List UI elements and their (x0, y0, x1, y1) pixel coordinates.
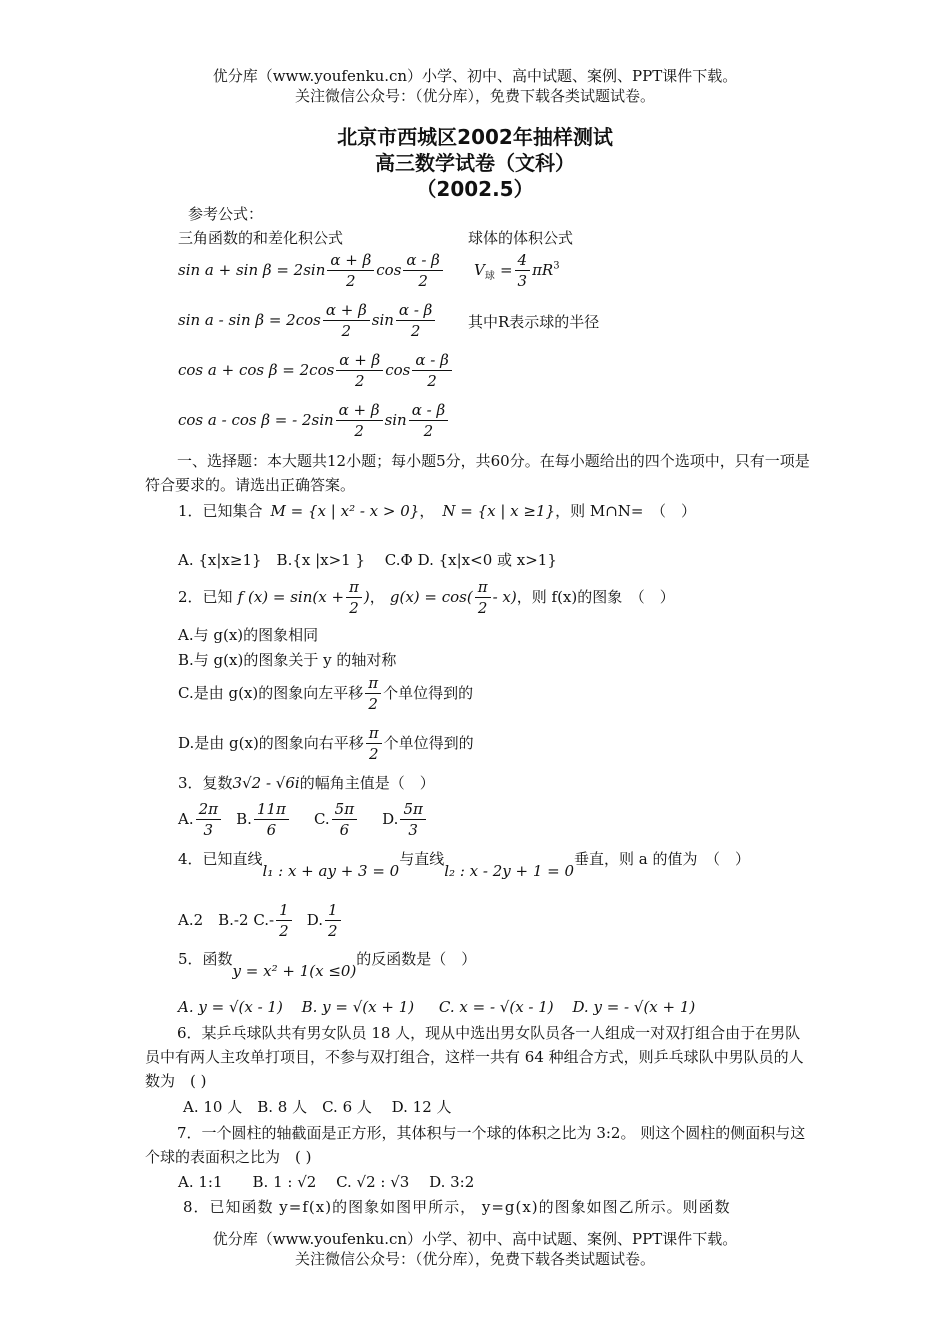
title-line-2: 高三数学试卷（文科） (375, 151, 575, 175)
section-intro: 一、选择题：本大题共12小题；每小题5分，共60分。在每小题给出的四个选项中，只有一项是符合要求的。请选出正确答案。 (145, 452, 810, 494)
sphere-radius-note: 其中R表示球的半径 (468, 313, 600, 331)
question-4-options: A.2 B.-2 C.- $\frac{1}{2}$ D. $\frac{1}{2}$ (178, 900, 343, 941)
footer-line-1: 优分库（www.youfenku.cn）小学、初中、高中试题、案例、PPT课件下载。 (212, 1230, 738, 1248)
title-line-3: （2002.5） (416, 177, 534, 201)
question-4: 4．已知直线l₁ : x + ay + 3 = 0与直线l₂ : x - 2y + 1 = 0垂直，则 a 的值为 （ ） (178, 850, 751, 880)
formula-3: cos a + cos β = 2cos $\frac{\alpha + \beta}{2}$ cos $\frac{\alpha - \beta}{2}$ (178, 350, 454, 391)
question-6-options: A. 10 人 B. 8 人 C. 6 人 D. 12 人 (183, 1098, 452, 1116)
reference-label: 参考公式： (188, 205, 264, 223)
question-7: 7．一个圆柱的轴截面是正方形，其体积与一个球的体积之比为 3:2。 则这个圆柱的侧面积与这个球的表面积之比为 ( ) (145, 1124, 806, 1166)
question-2-option-a: A.与 g(x)的图象相同 (178, 626, 319, 644)
header-line-1: 优分库（www.youfenku.cn）小学、初中、高中试题、案例、PPT课件下载。 (212, 67, 738, 85)
question-2: 2．已知 f (x) = sin(x + $\frac{\pi}{2}$ )， g(x) = cos( $\frac{\pi}{2}$ - x)，则 f(x)的图象 （ ） (178, 578, 675, 617)
formula-4: cos a - cos β = - 2sin $\frac{\alpha + \beta}{2}$ sin $\frac{\alpha - \beta}{2}$ (178, 400, 450, 441)
question-5: 5．函数y = x² + 1(x ≤0)的反函数是（ ） (178, 950, 477, 980)
sphere-volume-formula: $V_球$ = $\frac{4}{3}$ $\pi R^3$ (474, 251, 560, 290)
question-7-options: A. 1:1 B. 1 : √2 C. √2 : √3 D. 3:2 (178, 1173, 475, 1191)
question-2-option-c: C.是由 g(x)的图象向左平移 $\frac{\pi}{2}$ 个单位得到的 (178, 674, 474, 713)
question-1: 1．已知集合 M = {x | x² - x > 0}， N = {x | x ≥1}，则 M∩N= （ ） (178, 502, 696, 520)
formula-2: sin a - sin β = 2cos $\frac{\alpha + \beta}{2}$ sin $\frac{\alpha - \beta}{2}$ (178, 300, 437, 341)
formula-1: sin a + sin β = 2sin $\frac{\alpha + \beta}{2}$ cos $\frac{\alpha - \beta}{2}$ (178, 250, 445, 291)
question-3-options: A. $\frac{2\pi}{3}$ B. $\frac{11\pi}{6}$ C. $\frac{5\pi}{6}$ D. $\frac{5\pi}{3}$ (178, 799, 428, 840)
trig-formula-title: 三角函数的和差化积公式 (178, 229, 344, 247)
question-5-options: A. y = √(x - 1) B. y = √(x + 1) C. x = - √(x - 1) D. y = - √(x + 1) (178, 998, 696, 1016)
question-6: 6．某乒乓球队共有男女队员 18 人，现从中选出男女队员各一人组成一对双打组合由于在男队员中有两人主攻单打项目，不参与双打组合，这样一共有 64 种组合方式，则乒乓球队中男队员的人数为 ( ) (145, 1024, 804, 1090)
question-3: 3．复数3√2 - √6i的幅角主值是（ ） (178, 774, 435, 792)
question-8: 8．已知函数 y=f(x)的图象如图甲所示， y=g(x)的图象如图乙所示。则函数 (183, 1198, 731, 1216)
question-2-option-b: B.与 g(x)的图象关于 y 的轴对称 (178, 651, 397, 669)
header-line-2: 关注微信公众号：（优分库），免费下载各类试题试卷。 (294, 87, 655, 105)
sphere-formula-title: 球体的体积公式 (468, 229, 574, 247)
question-2-option-d: D.是由 g(x)的图象向右平移 $\frac{\pi}{2}$ 个单位得到的 (178, 724, 474, 763)
question-1-options: A. {x|x≥1} B.{x |x>1 } C.Φ D. {x|x<0 或 x>1} (178, 551, 557, 569)
title-line-1: 北京市西城区2002年抽样测试 (337, 125, 613, 149)
footer-line-2: 关注微信公众号：（优分库），免费下载各类试题试卷。 (294, 1250, 655, 1268)
